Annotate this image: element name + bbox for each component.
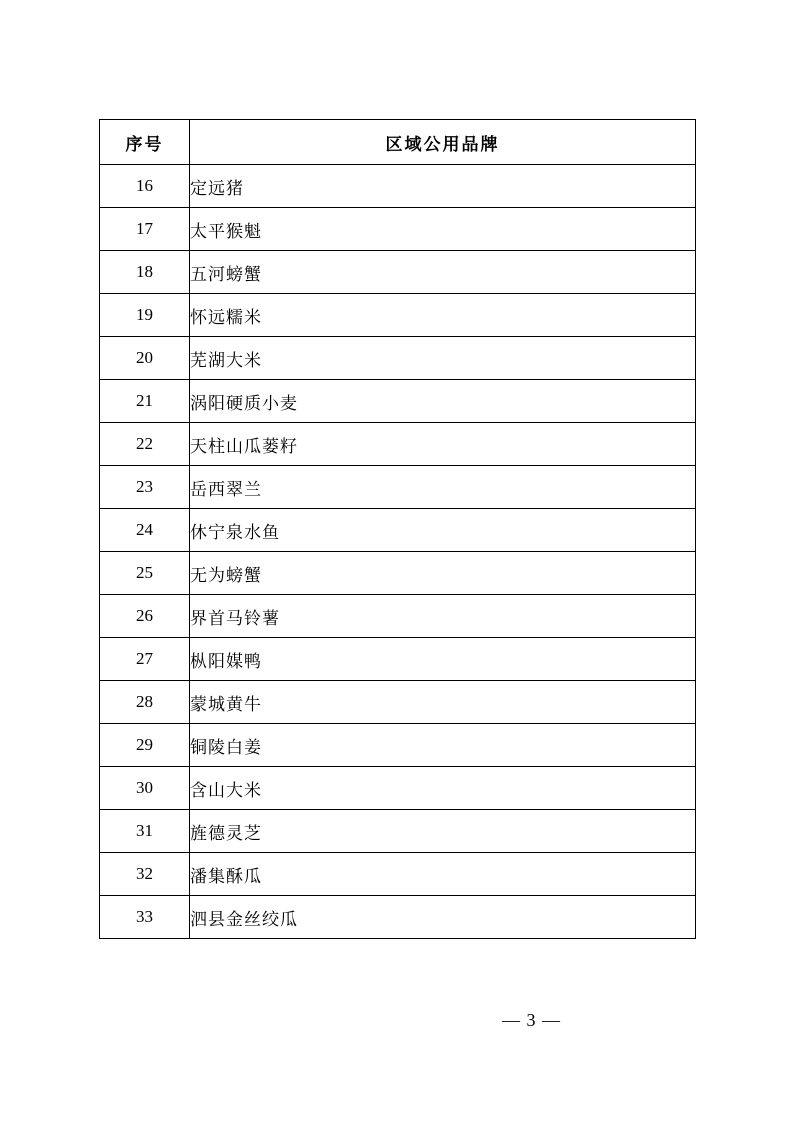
cell-index: 31 <box>100 810 190 853</box>
table-row <box>100 724 696 767</box>
table-body <box>100 165 696 939</box>
cell-brand: 旌德灵芝 <box>190 810 696 853</box>
cell-index: 22 <box>100 423 190 466</box>
cell-index: 25 <box>100 552 190 595</box>
table-row <box>100 251 696 294</box>
table-row <box>100 638 696 681</box>
cell-index: 17 <box>100 208 190 251</box>
cell-index: 20 <box>100 337 190 380</box>
table-row <box>100 509 696 552</box>
cell-index: 33 <box>100 896 190 939</box>
cell-index: 23 <box>100 466 190 509</box>
cell-index: 24 <box>100 509 190 552</box>
cell-index: 19 <box>100 294 190 337</box>
cell-index: 27 <box>100 638 190 681</box>
cell-brand: 蒙城黄牛 <box>190 681 696 724</box>
column-header-brand: 区域公用品牌 <box>190 120 696 165</box>
page-number-text: — 3 — <box>502 1010 561 1030</box>
table-row <box>100 466 696 509</box>
cell-brand: 枞阳媒鸭 <box>190 638 696 681</box>
cell-brand: 潘集酥瓜 <box>190 853 696 896</box>
cell-brand: 含山大米 <box>190 767 696 810</box>
cell-brand: 太平猴魁 <box>190 208 696 251</box>
cell-index: 32 <box>100 853 190 896</box>
column-header-index: 序号 <box>100 120 190 165</box>
table-row <box>100 552 696 595</box>
table-row <box>100 337 696 380</box>
table-row <box>100 208 696 251</box>
table-row <box>100 810 696 853</box>
table-header-row <box>100 120 696 165</box>
cell-brand: 界首马铃薯 <box>190 595 696 638</box>
cell-brand: 涡阳硬质小麦 <box>190 380 696 423</box>
cell-brand: 无为螃蟹 <box>190 552 696 595</box>
regional-public-brand-table <box>99 119 696 939</box>
table-row <box>100 423 696 466</box>
page-footer <box>0 1010 793 1031</box>
cell-brand: 怀远糯米 <box>190 294 696 337</box>
cell-brand: 五河螃蟹 <box>190 251 696 294</box>
table-row <box>100 853 696 896</box>
cell-brand: 休宁泉水鱼 <box>190 509 696 552</box>
cell-brand: 定远猪 <box>190 165 696 208</box>
table-row <box>100 294 696 337</box>
cell-index: 29 <box>100 724 190 767</box>
table-row <box>100 380 696 423</box>
table-header <box>100 120 696 165</box>
cell-index: 16 <box>100 165 190 208</box>
cell-brand: 岳西翠兰 <box>190 466 696 509</box>
table-row <box>100 595 696 638</box>
brand-table-container <box>99 119 695 939</box>
table-row <box>100 681 696 724</box>
table-row <box>100 896 696 939</box>
cell-brand: 芜湖大米 <box>190 337 696 380</box>
cell-index: 21 <box>100 380 190 423</box>
cell-index: 30 <box>100 767 190 810</box>
cell-index: 28 <box>100 681 190 724</box>
cell-brand: 铜陵白姜 <box>190 724 696 767</box>
table-row <box>100 767 696 810</box>
cell-index: 18 <box>100 251 190 294</box>
cell-brand: 天柱山瓜蒌籽 <box>190 423 696 466</box>
table-row <box>100 165 696 208</box>
cell-index: 26 <box>100 595 190 638</box>
cell-brand: 泗县金丝绞瓜 <box>190 896 696 939</box>
